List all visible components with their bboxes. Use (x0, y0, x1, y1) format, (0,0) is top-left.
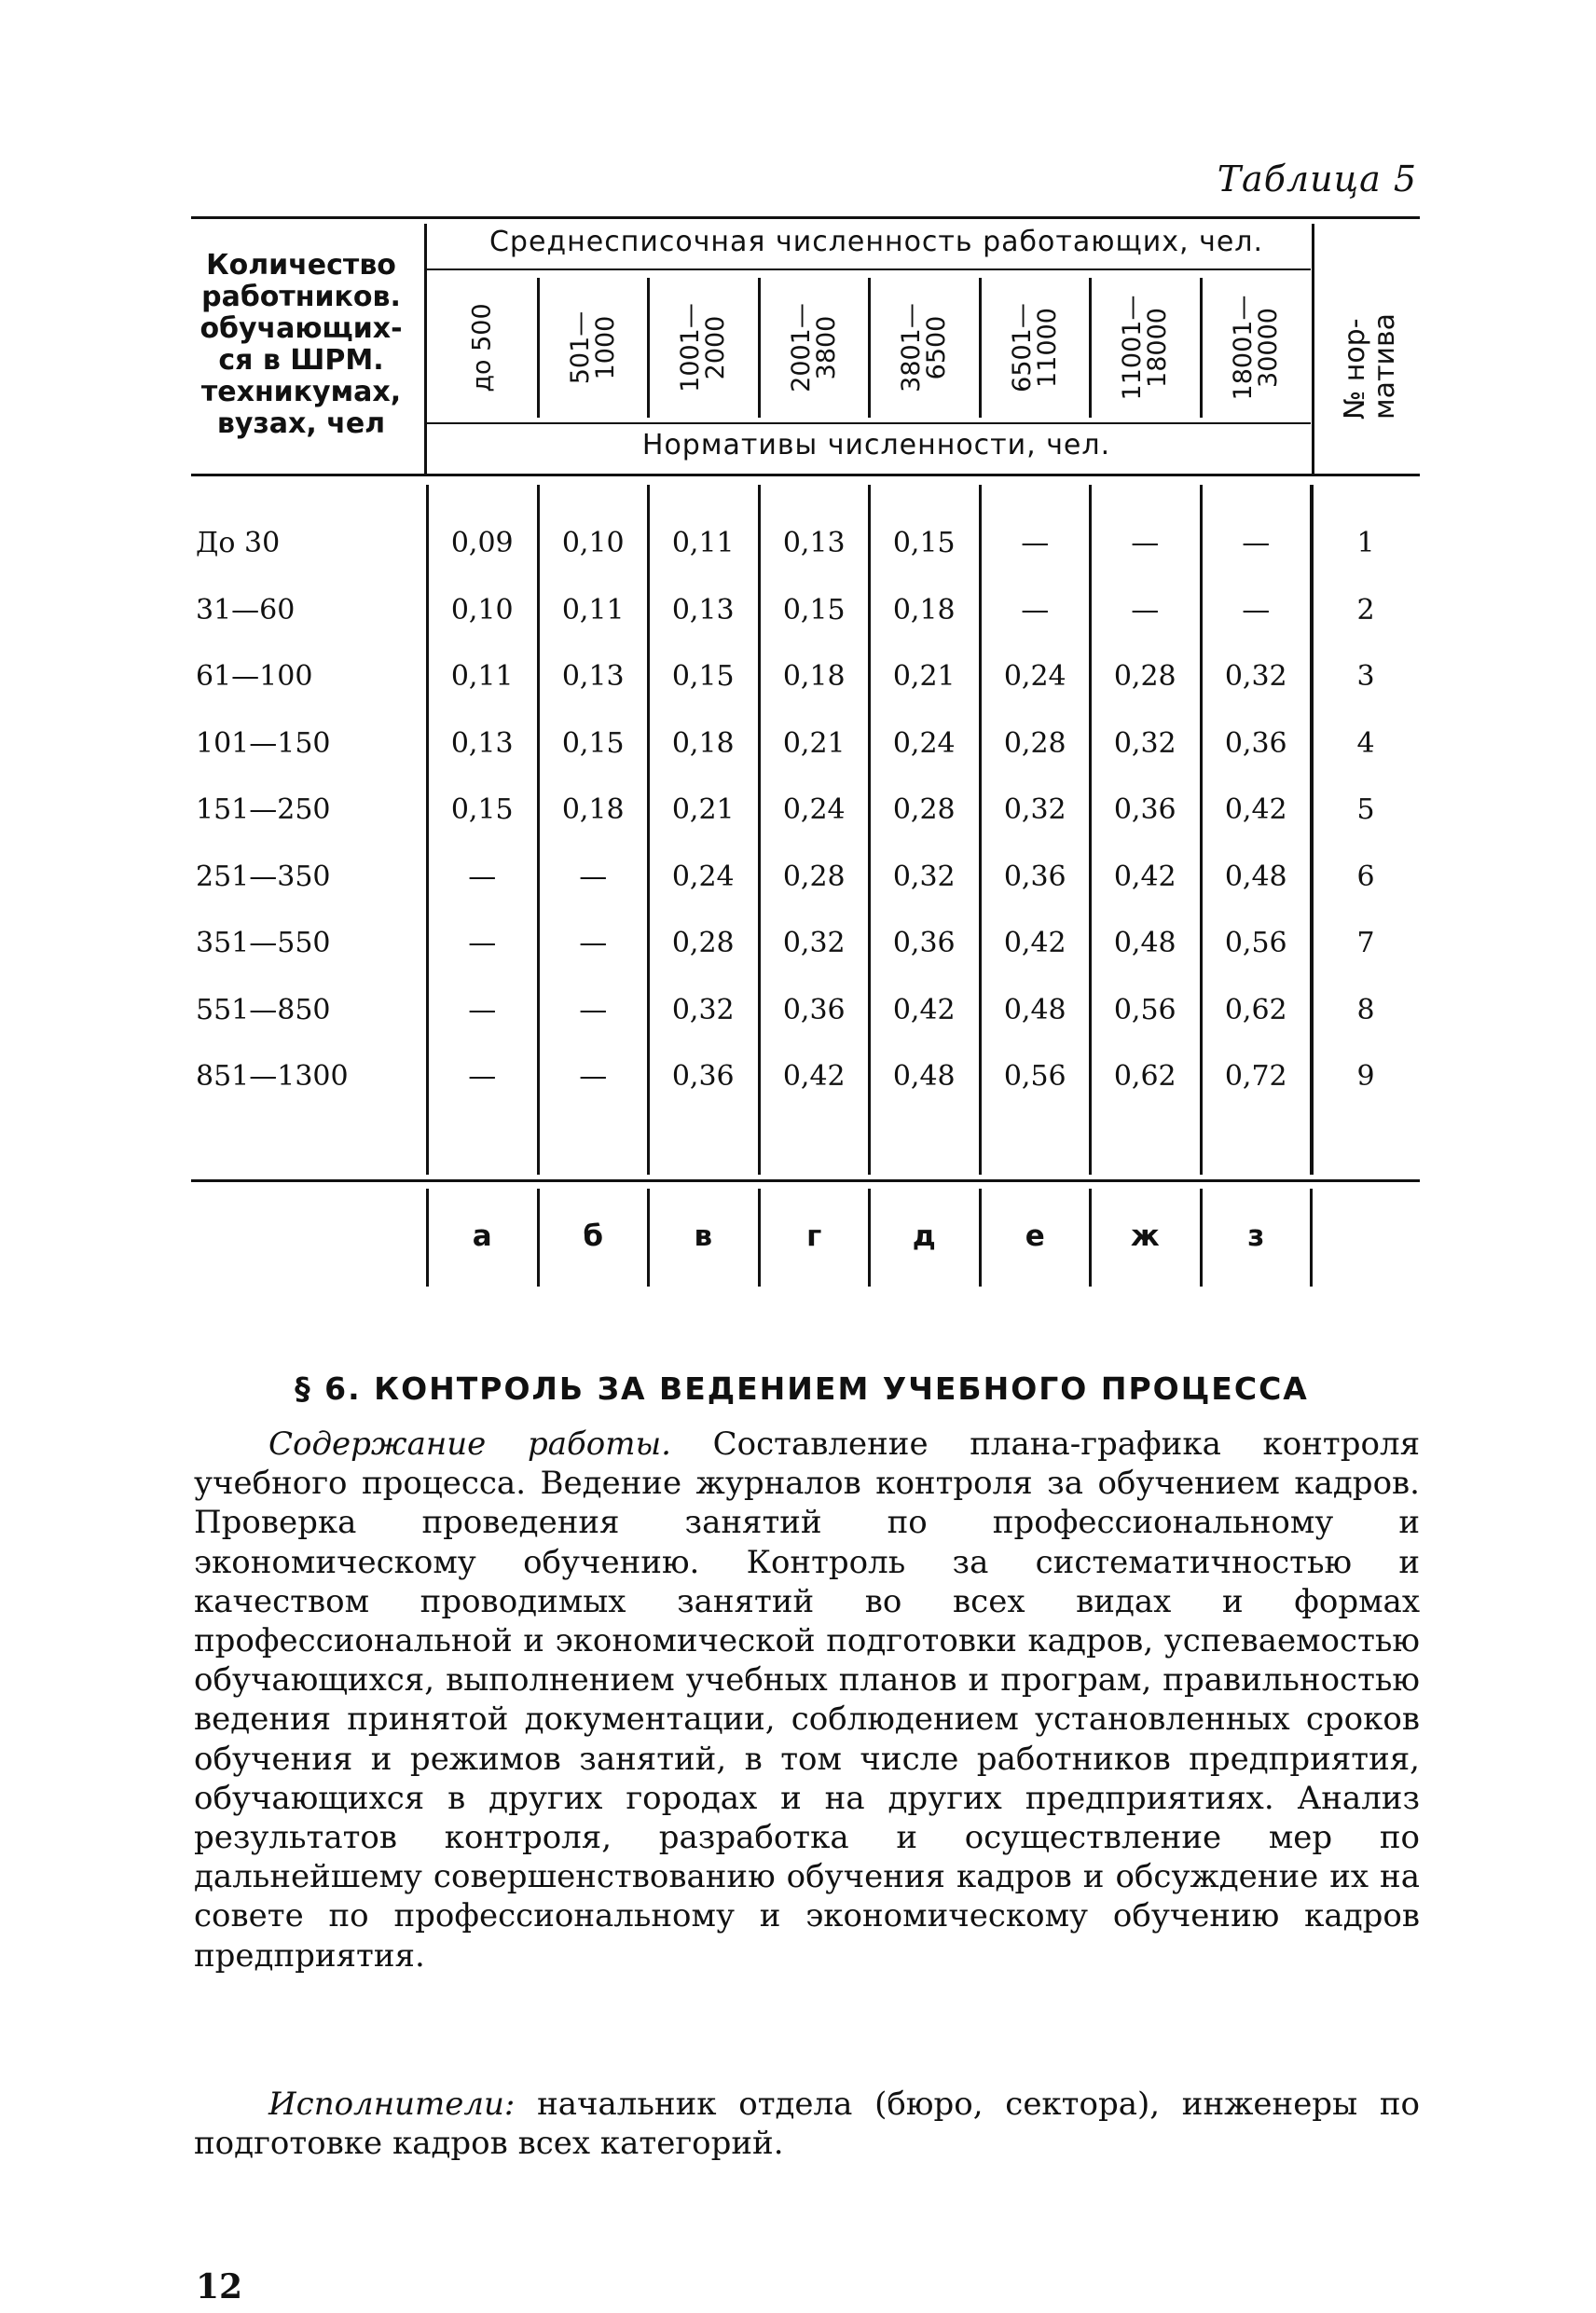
row-label: До 30 (196, 527, 281, 559)
row-header (194, 250, 408, 440)
table-cell: 0,11 (671, 527, 735, 559)
table-cell: 0,56 (1113, 994, 1176, 1026)
norm-number-cell: 9 (1356, 1060, 1375, 1093)
table-cell: 0,13 (671, 594, 735, 626)
range-header-line: 1001— (675, 303, 705, 392)
table-cell: 0,28 (1113, 660, 1176, 693)
table-cell: 0,11 (561, 594, 625, 626)
row-label: 851—1300 (196, 1060, 349, 1093)
table-cell: 0,36 (892, 927, 956, 959)
table-cell: — (468, 927, 497, 959)
range-header-line: 11001— (1117, 295, 1147, 401)
norm-number-header-line: № нор- (1339, 318, 1371, 420)
norm-number-cell: 4 (1356, 727, 1375, 760)
norm-number-header (1319, 278, 1422, 455)
table-cell: 0,36 (782, 994, 846, 1026)
table-cell: 0,10 (450, 594, 514, 626)
range-header (760, 278, 868, 418)
table-cell: 0,32 (1224, 660, 1287, 693)
row-header-line: вузах, чел (216, 407, 386, 440)
table-cell: 0,32 (782, 927, 846, 959)
table-cell: 0,09 (450, 527, 514, 559)
range-header-line: 11000 (1032, 308, 1062, 388)
table-cell: 0,42 (1113, 860, 1176, 893)
table-cell: 0,32 (1113, 727, 1176, 760)
norm-number-cell: 1 (1356, 527, 1375, 559)
range-header (981, 278, 1089, 418)
table-cell: — (1021, 594, 1050, 626)
norm-number-cell: 2 (1356, 594, 1375, 626)
table-cell: — (1242, 527, 1271, 559)
row-label: 151—250 (196, 793, 331, 826)
table-cell: — (579, 1060, 608, 1093)
column-code: д (912, 1219, 936, 1253)
norm-number-cell: 8 (1356, 994, 1375, 1026)
table-cell: — (1242, 594, 1271, 626)
norm-number-cell: 6 (1356, 860, 1375, 893)
row-header-line: Количество (206, 249, 396, 282)
range-header (428, 278, 536, 418)
row-header-line: работников. (201, 281, 401, 313)
table-cell: 0,13 (450, 727, 514, 760)
column-code: б (583, 1219, 604, 1253)
table-cell: 0,48 (1003, 994, 1066, 1026)
row-label: 351—550 (196, 927, 331, 959)
range-header-line: 2000 (700, 315, 730, 380)
range-header-line: 6501— (1007, 303, 1037, 392)
table-cell: 0,56 (1224, 927, 1287, 959)
table-cell: — (468, 1060, 497, 1093)
table-cell: 0,18 (561, 793, 625, 826)
table-cell: 0,18 (671, 727, 735, 760)
range-header-line: 18000 (1142, 308, 1172, 388)
column-code: в (694, 1219, 713, 1253)
table-cell: 0,15 (671, 660, 735, 693)
table-cell: 0,18 (782, 660, 846, 693)
row-header-line: техникумах, (200, 376, 402, 408)
executors-paragraph (194, 2085, 1420, 2163)
table-cell: 0,28 (782, 860, 846, 893)
table-cell: — (579, 927, 608, 959)
table-cell: 0,48 (1113, 927, 1176, 959)
norm-number-cell: 3 (1356, 660, 1375, 693)
subheader-rule (427, 422, 1311, 424)
executors-label: Исполнители: (268, 2086, 516, 2123)
table-cell: — (579, 994, 608, 1026)
range-header-line: 501— (565, 310, 595, 385)
range-header (870, 278, 978, 418)
column-code: а (472, 1219, 492, 1253)
table-cell: 0,10 (561, 527, 625, 559)
table-cell: 0,42 (892, 994, 956, 1026)
range-header-line: 3801— (896, 303, 926, 392)
row-header-line: ся в ШРМ. (218, 344, 384, 377)
table-cell: 0,36 (671, 1060, 735, 1093)
column-code: ж (1130, 1219, 1160, 1253)
table-cell: 0,48 (1224, 860, 1287, 893)
table-body-bottom-rule (191, 1179, 1420, 1182)
table-cell: 0,36 (1113, 793, 1176, 826)
table-cell: 0,28 (892, 793, 956, 826)
table-cell: 0,32 (1003, 793, 1066, 826)
column-code: е (1025, 1219, 1045, 1253)
table-cell: 0,48 (892, 1060, 956, 1093)
range-header-line: 30000 (1253, 308, 1283, 388)
table-cell: — (468, 994, 497, 1026)
table-cell: — (1131, 527, 1160, 559)
executors-text: начальник отдела (бюро, сектора), инженеры по подготовке кадров всех категорий. (194, 2086, 1421, 2163)
header-left-border (424, 224, 427, 474)
section-title: § 6. КОНТРОЛЬ ЗА ВЕДЕНИЕМ УЧЕБНОГО ПРОЦЕССА (295, 1370, 1309, 1407)
range-header-line: 2001— (786, 303, 816, 392)
table-cell: 0,62 (1224, 994, 1287, 1026)
table-cell: — (468, 860, 497, 893)
table-cell: 0,15 (782, 594, 846, 626)
table-cell: 0,36 (1224, 727, 1287, 760)
table-cell: 0,36 (1003, 860, 1066, 893)
range-header (539, 278, 647, 418)
table-cell: 0,13 (782, 527, 846, 559)
range-header-line: 18001— (1228, 295, 1258, 401)
range-header (1202, 278, 1310, 418)
table-cell: 0,15 (450, 793, 514, 826)
norms-subheader: Нормативы численности, чел. (641, 429, 1111, 461)
table-cell: 0,15 (892, 527, 956, 559)
table-cell: 0,62 (1113, 1060, 1176, 1093)
table-cell: 0,18 (892, 594, 956, 626)
table-cell: 0,42 (1224, 793, 1287, 826)
table-cell: 0,42 (782, 1060, 846, 1093)
table-cell: — (1131, 594, 1160, 626)
range-header (1091, 278, 1199, 418)
table-cell: 0,42 (1003, 927, 1066, 959)
table-cell: 0,15 (561, 727, 625, 760)
range-header-line: 1000 (590, 315, 620, 380)
table-cell: 0,21 (892, 660, 956, 693)
table-cell: 0,21 (782, 727, 846, 760)
table-cell: 0,28 (671, 927, 735, 959)
norm-number-header-line: матива (1369, 312, 1401, 420)
header-bottom-rule (191, 474, 1420, 476)
row-label: 551—850 (196, 994, 331, 1026)
table-cell: 0,11 (450, 660, 514, 693)
row-label: 251—350 (196, 860, 331, 893)
range-header-line: 3800 (811, 315, 841, 380)
table-cell: 0,21 (671, 793, 735, 826)
content-label: Содержание работы. (268, 1425, 671, 1463)
table-cell: 0,24 (1003, 660, 1066, 693)
norm-number-cell: 7 (1356, 927, 1375, 959)
table-cell: 0,72 (1224, 1060, 1287, 1093)
row-label: 101—150 (196, 727, 331, 760)
norm-number-cell: 5 (1356, 793, 1375, 826)
row-header-line: обучающих- (200, 312, 403, 345)
table-cell: 0,24 (892, 727, 956, 760)
column-code: г (806, 1219, 822, 1253)
table-cell: 0,56 (1003, 1060, 1066, 1093)
table-caption: Таблица 5 (1217, 158, 1417, 200)
table-cell: 0,24 (671, 860, 735, 893)
row-label: 61—100 (196, 660, 313, 693)
group-header-rule (427, 268, 1311, 270)
range-header-line: 6500 (921, 315, 951, 380)
range-header (649, 278, 757, 418)
column-code: з (1247, 1219, 1265, 1253)
content-paragraph (194, 1425, 1420, 1976)
table-cell: 0,13 (561, 660, 625, 693)
table-cell: — (1021, 527, 1050, 559)
page-number: 12 (196, 2267, 243, 2306)
range-header-line: до 500 (467, 303, 497, 392)
table-cell: 0,32 (892, 860, 956, 893)
table-cell: 0,28 (1003, 727, 1066, 760)
content-text: Составление плана-графика контроля учебного процесса. Ведение журналов контроля за обучением кадров. Проверка проведения занятий по профессиональному и экономическому обучению. Контроль за систематичностью и качеством проводимых занятий во всех видах и формах профессиональной и экономической подготовки кадров, успеваемостью обучающихся, выполнением учебных планов и програм, правильностью ведения принятой документации, соблюдением установленных сроков обучения и режимов занятий, в том числе работников предприятия, обучающихся в других городах и на других предприятиях. Анализ результатов контроля, разработка и осуществление мер по дальнейшему совершенствованию обучения кадров и обсуждение их на совете по профессиональному и экономическому обучению кадров предприятия. (194, 1425, 1421, 1975)
table-cell: 0,32 (671, 994, 735, 1026)
table-cell: — (579, 860, 608, 893)
table-cell: 0,24 (782, 793, 846, 826)
table-top-rule (191, 216, 1420, 219)
row-label: 31—60 (196, 594, 296, 626)
column-group-header: Среднесписочная численность работающих, чел. (488, 226, 1263, 258)
